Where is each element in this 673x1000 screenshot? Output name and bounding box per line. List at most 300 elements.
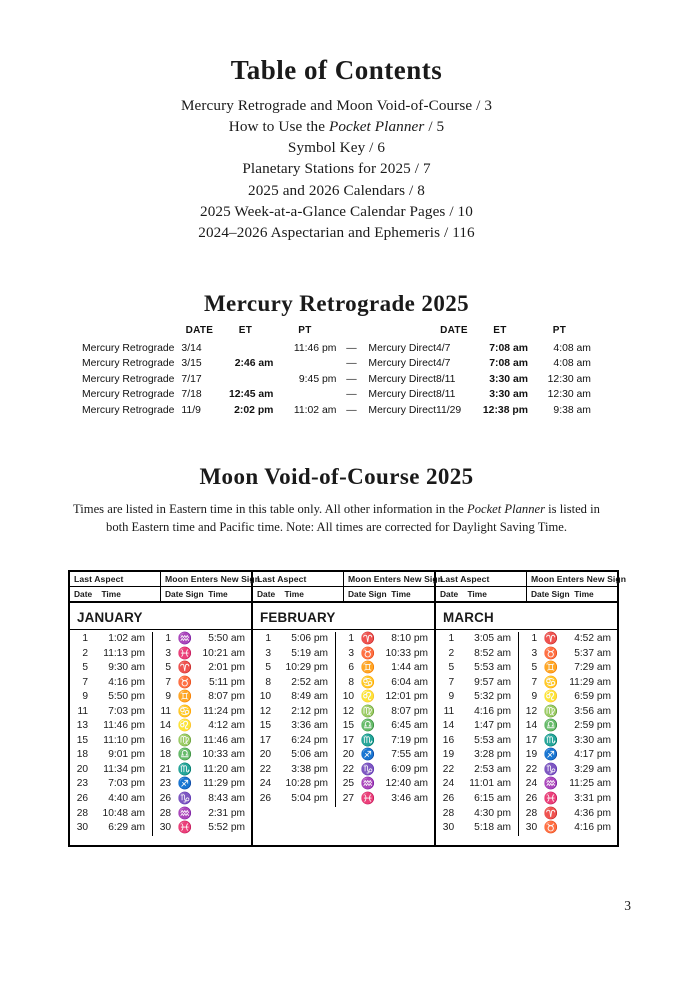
voc-data-row bbox=[436, 807, 617, 822]
voc-last-aspect-time: 9:30 am bbox=[108, 662, 146, 674]
voc-month-name-row bbox=[70, 602, 251, 630]
voc-ingress-sign: ♌ bbox=[360, 690, 376, 704]
voc-last-aspect-time: 10:28 pm bbox=[285, 778, 329, 790]
voc-ingress-time: 7:19 pm bbox=[391, 734, 428, 746]
mercury-direct-et: 3:30 am bbox=[489, 373, 528, 385]
voc-header-last-aspect: Last Aspect bbox=[253, 572, 344, 587]
voc-ingress-time: 7:29 am bbox=[574, 662, 611, 674]
voc-ingress-date: 11 bbox=[153, 705, 177, 720]
mercury-direct-et: 12:38 pm bbox=[482, 404, 528, 416]
voc-last-aspect-date: 10 bbox=[259, 691, 272, 703]
voc-data-row bbox=[436, 777, 617, 792]
voc-month-name: JANUARY bbox=[70, 602, 251, 630]
voc-last-aspect-time: 1:47 pm bbox=[474, 720, 511, 732]
voc-data-row bbox=[253, 647, 434, 662]
voc-ingress-sign: ♌ bbox=[177, 719, 193, 733]
voc-row-padding bbox=[436, 836, 617, 845]
voc-ingress-time: 3:30 am bbox=[574, 734, 611, 746]
voc-ingress-sign: ♉ bbox=[177, 675, 193, 689]
voc-data-row bbox=[436, 676, 617, 691]
page-number: 3 bbox=[624, 898, 631, 913]
voc-data-row bbox=[253, 705, 434, 720]
voc-last-aspect-time: 8:49 am bbox=[291, 691, 329, 703]
mercury-retro-label: Mercury Retrograde bbox=[82, 389, 175, 401]
voc-ingress-sign: ♑ bbox=[360, 762, 376, 776]
voc-ingress-time: 3:31 pm bbox=[574, 793, 611, 805]
voc-last-aspect-date: 19 bbox=[442, 749, 455, 761]
voc-data-cell bbox=[70, 630, 251, 845]
voc-ingress-time: 11:24 pm bbox=[203, 705, 245, 717]
mercury-direct-label: Mercury Direct bbox=[368, 373, 436, 385]
voc-ingress-sign: ♈ bbox=[360, 632, 376, 645]
mercury-retro-pt: 11:46 pm bbox=[293, 343, 337, 354]
voc-ingress-time: 1:44 am bbox=[391, 662, 428, 674]
voc-last-aspect-time: 3:38 pm bbox=[291, 763, 329, 775]
voc-data-row bbox=[70, 661, 251, 676]
voc-data-row bbox=[436, 748, 617, 763]
mercury-header-blank bbox=[82, 325, 181, 341]
voc-sub-time2: Time bbox=[208, 589, 228, 599]
voc-last-aspect-time: 6:15 am bbox=[474, 793, 511, 805]
voc-ingress-time: 4:36 pm bbox=[574, 807, 611, 819]
voc-ingress-date: 28 bbox=[153, 807, 177, 822]
moon-voc-table bbox=[68, 570, 627, 847]
voc-data-row bbox=[70, 734, 251, 749]
voc-header-last-aspect: Last Aspect bbox=[436, 572, 527, 587]
voc-sub-time2: Time bbox=[391, 589, 411, 599]
voc-ingress-time: 2:31 pm bbox=[208, 807, 245, 819]
voc-ingress-date: 15 bbox=[336, 719, 360, 734]
voc-last-aspect-date: 11 bbox=[77, 705, 89, 717]
voc-last-aspect-date: 5 bbox=[82, 662, 89, 674]
mercury-retro-pt: 9:45 pm bbox=[298, 373, 337, 385]
voc-ingress-time: 10:33 pm bbox=[385, 647, 428, 659]
voc-data-row bbox=[253, 690, 434, 705]
voc-last-aspect-time: 5:32 pm bbox=[474, 691, 511, 703]
voc-subheader-moon-enters bbox=[344, 587, 435, 603]
voc-last-aspect-time: 7:03 pm bbox=[108, 778, 146, 790]
mercury-retro-date: 11/9 bbox=[181, 404, 201, 416]
voc-last-aspect-time: 5:04 pm bbox=[291, 793, 329, 805]
voc-last-aspect-date: 13 bbox=[76, 720, 89, 732]
voc-last-aspect-time: 2:53 am bbox=[474, 763, 511, 775]
voc-sub-date-sign: Date Sign bbox=[531, 589, 570, 599]
voc-ingress-sign: ♋ bbox=[543, 675, 559, 689]
voc-ingress-sign: ♊ bbox=[360, 661, 376, 675]
voc-ingress-sign: ♈ bbox=[543, 632, 559, 645]
voc-last-aspect-date: 20 bbox=[76, 763, 89, 775]
voc-sub-date: Date bbox=[74, 589, 93, 599]
voc-ingress-time: 2:01 pm bbox=[208, 662, 245, 674]
mercury-direct-pt: 12:30 am bbox=[547, 373, 591, 385]
mercury-direct-date: 4/7 bbox=[435, 343, 451, 354]
voc-data-row bbox=[436, 792, 617, 807]
voc-subheader-row bbox=[70, 587, 251, 603]
voc-ingress-time: 10:33 am bbox=[202, 749, 245, 761]
voc-ingress-sign: ♓ bbox=[543, 792, 559, 806]
voc-last-aspect-time: 4:16 pm bbox=[474, 705, 511, 717]
mercury-retro-et: 12:45 am bbox=[228, 389, 274, 401]
voc-ingress-time: 11:20 am bbox=[203, 763, 245, 775]
voc-data-row bbox=[436, 647, 617, 662]
voc-ingress-date: 3 bbox=[518, 647, 542, 662]
voc-ingress-sign: ♏ bbox=[543, 733, 559, 747]
voc-ingress-time: 6:59 pm bbox=[574, 691, 611, 703]
toc-title: Table of Contents bbox=[230, 55, 443, 85]
voc-last-aspect-date: 15 bbox=[259, 720, 272, 732]
voc-ingress-date: 19 bbox=[518, 748, 542, 763]
voc-ingress-sign: ♉ bbox=[543, 646, 559, 660]
mercury-direct-label: Mercury Direct bbox=[368, 389, 436, 401]
toc-entry-list bbox=[0, 95, 673, 243]
voc-ingress-sign: ♉ bbox=[360, 646, 376, 660]
voc-data-cell bbox=[253, 630, 434, 816]
voc-ingress-sign: ♐ bbox=[360, 748, 376, 762]
mercury-retro-date: 7/18 bbox=[181, 389, 202, 401]
voc-last-aspect-date: 9 bbox=[82, 691, 89, 703]
voc-header-moon-enters: Moon Enters New Sign bbox=[527, 572, 618, 587]
mercury-header-pt2: PT bbox=[552, 325, 567, 336]
voc-rows-table bbox=[436, 630, 617, 845]
voc-last-aspect-date: 26 bbox=[442, 793, 455, 805]
mercury-retrograde-title: Mercury Retrograde 2025 bbox=[203, 291, 470, 316]
voc-rows-table bbox=[253, 630, 434, 816]
voc-ingress-time: 6:09 pm bbox=[391, 763, 428, 775]
voc-data-holder bbox=[253, 630, 434, 816]
voc-month-name-row bbox=[253, 602, 434, 630]
voc-ingress-date: 22 bbox=[518, 763, 542, 778]
toc-entry: How to Use the Pocket Planner / 5 bbox=[228, 117, 445, 135]
moon-void-of-course-section bbox=[0, 464, 673, 536]
voc-data-row bbox=[436, 719, 617, 734]
voc-sub-time2: Time bbox=[574, 589, 594, 599]
voc-ingress-date: 14 bbox=[153, 719, 177, 734]
voc-last-aspect-date: 28 bbox=[76, 807, 89, 819]
mercury-header-et2: ET bbox=[493, 325, 507, 336]
voc-last-aspect-time: 5:53 am bbox=[474, 662, 511, 674]
voc-last-aspect-date: 1 bbox=[448, 633, 455, 644]
voc-ingress-sign: ♑ bbox=[543, 762, 559, 776]
mercury-retro-label: Mercury Retrograde bbox=[82, 373, 175, 385]
voc-ingress-sign: ♉ bbox=[543, 821, 559, 835]
voc-last-aspect-time: 2:12 pm bbox=[291, 705, 329, 717]
voc-ingress-time: 8:43 am bbox=[208, 793, 245, 805]
voc-last-aspect-date: 2 bbox=[82, 647, 89, 659]
mercury-retro-et: 2:02 pm bbox=[234, 404, 274, 416]
toc-entry: 2025 and 2026 Calendars / 8 bbox=[248, 181, 425, 199]
voc-month-name: MARCH bbox=[436, 602, 617, 630]
voc-last-aspect-date: 5 bbox=[448, 662, 455, 674]
voc-ingress-sign: ♐ bbox=[177, 777, 193, 791]
voc-last-aspect-date: 14 bbox=[442, 720, 455, 732]
voc-ingress-date: 6 bbox=[336, 661, 360, 676]
voc-ingress-date: 22 bbox=[336, 763, 360, 778]
voc-ingress-sign: ♑ bbox=[177, 792, 193, 806]
voc-ingress-time: 7:55 am bbox=[391, 749, 428, 761]
mercury-direct-et: 7:08 am bbox=[489, 343, 528, 354]
voc-ingress-date: 10 bbox=[336, 690, 360, 705]
voc-data-row bbox=[70, 690, 251, 705]
month-block bbox=[70, 572, 261, 845]
voc-ingress-sign: ♒ bbox=[360, 777, 376, 791]
mercury-header-dash bbox=[336, 325, 366, 341]
mercury-direct-date: 11/29 bbox=[435, 404, 462, 416]
voc-ingress-date: 24 bbox=[518, 777, 542, 792]
voc-ingress-date: 3 bbox=[336, 647, 360, 662]
month-block bbox=[436, 572, 627, 845]
voc-ingress-date: 28 bbox=[518, 807, 542, 822]
voc-last-aspect-time: 11:01 am bbox=[469, 778, 511, 790]
voc-ingress-time: 2:59 pm bbox=[574, 720, 611, 732]
mercury-row bbox=[82, 403, 591, 418]
voc-padding-cell bbox=[436, 836, 617, 845]
voc-data-row bbox=[70, 807, 251, 822]
mercury-direct-et: 7:08 am bbox=[489, 358, 528, 370]
mercury-retro-label: Mercury Retrograde bbox=[82, 404, 175, 416]
voc-data-row bbox=[70, 763, 251, 778]
voc-last-aspect-date: 1 bbox=[265, 633, 272, 644]
mercury-dash: — bbox=[346, 373, 357, 385]
voc-data-row bbox=[436, 690, 617, 705]
voc-row-padding bbox=[253, 807, 434, 816]
mercury-row bbox=[82, 341, 591, 356]
voc-ingress-date: 1 bbox=[153, 632, 177, 647]
mercury-header-date: DATE bbox=[185, 325, 214, 336]
voc-ingress-time: 5:37 am bbox=[574, 647, 611, 659]
voc-month-name-row bbox=[436, 602, 617, 630]
voc-ingress-time: 8:10 pm bbox=[391, 633, 428, 644]
voc-last-aspect-date: 2 bbox=[448, 647, 455, 659]
mercury-retro-pt: 11:02 am bbox=[293, 404, 337, 416]
mercury-retro-date: 3/15 bbox=[181, 358, 202, 370]
voc-ingress-date: 5 bbox=[153, 661, 177, 676]
voc-ingress-time: 11:46 am bbox=[203, 734, 245, 746]
voc-data-row bbox=[253, 661, 434, 676]
voc-ingress-sign: ♊ bbox=[543, 661, 559, 675]
voc-data-row bbox=[253, 792, 434, 807]
voc-sub-time: Time bbox=[284, 589, 304, 599]
voc-last-aspect-date: 24 bbox=[259, 778, 272, 790]
mercury-direct-label: Mercury Direct bbox=[368, 358, 436, 370]
mercury-row bbox=[82, 356, 591, 371]
voc-ingress-sign: ♎ bbox=[177, 748, 193, 762]
voc-ingress-sign: ♒ bbox=[177, 632, 193, 645]
voc-ingress-sign: ♓ bbox=[177, 646, 193, 660]
voc-subheader-last-aspect bbox=[436, 587, 527, 603]
voc-header-row bbox=[436, 572, 617, 587]
voc-last-aspect-time: 11:13 pm bbox=[103, 647, 146, 659]
voc-data-row bbox=[436, 821, 617, 836]
voc-sub-date-sign: Date Sign bbox=[348, 589, 387, 599]
toc-entry: Mercury Retrograde and Moon Void-of-Course / 3 bbox=[180, 96, 493, 114]
voc-ingress-sign: ♓ bbox=[360, 792, 376, 806]
voc-ingress-sign: ♊ bbox=[177, 690, 193, 704]
voc-last-aspect-time: 9:01 pm bbox=[108, 749, 146, 761]
mercury-rows bbox=[82, 341, 591, 418]
voc-last-aspect-date: 12 bbox=[259, 705, 272, 717]
voc-last-aspect-time: 4:16 pm bbox=[108, 676, 146, 688]
voc-last-aspect-time: 6:24 pm bbox=[291, 734, 329, 746]
moon-voc-table-wrapper bbox=[68, 570, 627, 847]
voc-data-row bbox=[253, 748, 434, 763]
voc-data-row bbox=[436, 632, 617, 647]
voc-ingress-date: 9 bbox=[518, 690, 542, 705]
moon-voc-month-row bbox=[69, 571, 618, 846]
voc-last-aspect-time: 3:05 am bbox=[474, 633, 511, 644]
voc-last-aspect-time: 4:30 pm bbox=[474, 807, 511, 819]
voc-last-aspect-time: 3:36 am bbox=[291, 720, 329, 732]
voc-ingress-time: 12:40 am bbox=[385, 778, 428, 790]
mercury-retro-et: 2:46 am bbox=[234, 358, 274, 370]
voc-last-aspect-date: 7 bbox=[82, 676, 89, 688]
voc-data-row bbox=[70, 647, 251, 662]
voc-ingress-date: 7 bbox=[153, 676, 177, 691]
moon-note-part2: is listed in both Eastern time and Pacific time. Note: All times are corrected for Daylight Saving Time. bbox=[106, 502, 600, 534]
voc-ingress-date: 1 bbox=[518, 632, 542, 647]
voc-last-aspect-time: 10:48 am bbox=[102, 807, 146, 819]
mercury-dash: — bbox=[346, 343, 357, 354]
mercury-direct-date: 8/11 bbox=[435, 389, 456, 401]
mercury-retro-pt bbox=[273, 356, 336, 371]
voc-ingress-time: 4:12 am bbox=[208, 720, 245, 732]
mercury-dash: — bbox=[346, 389, 357, 401]
mercury-direct-pt: 9:38 am bbox=[553, 404, 591, 416]
voc-data-row bbox=[436, 705, 617, 720]
voc-ingress-date: 17 bbox=[518, 734, 542, 749]
voc-last-aspect-date: 17 bbox=[259, 734, 272, 746]
voc-last-aspect-date: 3 bbox=[265, 647, 272, 659]
mercury-row bbox=[82, 387, 591, 402]
voc-ingress-date: 23 bbox=[153, 777, 177, 792]
voc-ingress-date: 27 bbox=[336, 792, 360, 807]
voc-ingress-time: 12:01 pm bbox=[385, 691, 428, 703]
moon-note-part1: Times are listed in Eastern time in this table only. All other information in the bbox=[73, 502, 468, 516]
voc-subheader-row bbox=[436, 587, 617, 603]
voc-subheader-row bbox=[253, 587, 434, 603]
voc-padding-cell bbox=[70, 836, 251, 845]
voc-ingress-time: 6:04 am bbox=[391, 676, 428, 688]
voc-ingress-date: 12 bbox=[336, 705, 360, 720]
mercury-direct-pt: 4:08 am bbox=[553, 358, 591, 370]
voc-ingress-date: 14 bbox=[518, 719, 542, 734]
toc-entry: Symbol Key / 6 bbox=[287, 139, 386, 157]
voc-ingress-date: 26 bbox=[518, 792, 542, 807]
voc-subheader-moon-enters bbox=[527, 587, 618, 603]
voc-header-last-aspect: Last Aspect bbox=[70, 572, 161, 587]
voc-last-aspect-date: 11 bbox=[443, 705, 455, 717]
month-column-february bbox=[252, 571, 444, 846]
voc-data-row bbox=[70, 792, 251, 807]
mercury-retro-date: 3/14 bbox=[181, 343, 202, 354]
voc-ingress-time: 10:21 am bbox=[202, 647, 245, 659]
mercury-retro-label: Mercury Retrograde bbox=[82, 358, 175, 370]
voc-data-row bbox=[70, 777, 251, 792]
mercury-header-pt: PT bbox=[298, 325, 312, 336]
voc-data-cell bbox=[436, 630, 617, 845]
mercury-retro-date: 7/17 bbox=[181, 373, 202, 385]
voc-data-row bbox=[436, 734, 617, 749]
voc-ingress-sign: ♓ bbox=[177, 821, 193, 835]
voc-subheader-last-aspect bbox=[253, 587, 344, 603]
voc-last-aspect-date: 26 bbox=[76, 793, 89, 805]
voc-month-name: FEBRUARY bbox=[253, 602, 434, 630]
voc-ingress-time: 3:56 am bbox=[574, 705, 611, 717]
voc-ingress-date: 30 bbox=[153, 821, 177, 836]
voc-sub-date: Date bbox=[257, 589, 276, 599]
voc-header-moon-enters: Moon Enters New Sign bbox=[161, 572, 252, 587]
voc-ingress-date: 21 bbox=[153, 763, 177, 778]
voc-ingress-date: 7 bbox=[518, 676, 542, 691]
voc-data-row bbox=[253, 777, 434, 792]
voc-data-row bbox=[253, 632, 434, 647]
mercury-retrograde-section bbox=[0, 291, 673, 418]
voc-ingress-time: 8:07 pm bbox=[208, 691, 245, 703]
voc-ingress-sign: ♎ bbox=[360, 719, 376, 733]
voc-ingress-time: 4:17 pm bbox=[574, 749, 611, 761]
mercury-direct-date: 8/11 bbox=[435, 373, 456, 385]
voc-ingress-sign: ♈ bbox=[177, 661, 193, 675]
mercury-header-date2: DATE bbox=[440, 325, 468, 336]
voc-last-aspect-time: 5:06 am bbox=[291, 749, 329, 761]
voc-ingress-sign: ♏ bbox=[360, 733, 376, 747]
voc-last-aspect-date: 22 bbox=[442, 763, 455, 775]
voc-ingress-time: 11:25 am bbox=[569, 778, 611, 790]
voc-last-aspect-date: 22 bbox=[259, 763, 272, 775]
voc-ingress-sign: ♋ bbox=[177, 704, 193, 718]
voc-ingress-time: 5:52 pm bbox=[208, 822, 245, 834]
voc-ingress-sign: ♎ bbox=[543, 719, 559, 733]
voc-ingress-sign: ♒ bbox=[177, 806, 193, 820]
mercury-direct-pt: 12:30 am bbox=[547, 389, 591, 401]
voc-last-aspect-time: 4:40 am bbox=[108, 793, 146, 805]
mercury-row bbox=[82, 372, 591, 387]
voc-ingress-date: 12 bbox=[518, 705, 542, 720]
voc-sub-time: Time bbox=[467, 589, 487, 599]
voc-last-aspect-date: 30 bbox=[76, 822, 89, 834]
voc-ingress-sign: ♌ bbox=[543, 690, 559, 704]
voc-last-aspect-date: 18 bbox=[76, 749, 89, 761]
voc-ingress-time: 4:52 am bbox=[574, 633, 611, 644]
voc-last-aspect-time: 7:03 pm bbox=[108, 705, 146, 717]
moon-note-italic: Pocket Planner bbox=[467, 502, 545, 516]
moon-voc-note bbox=[69, 501, 605, 536]
voc-header-row bbox=[253, 572, 434, 587]
toc-entry: 2024–2026 Aspectarian and Ephemeris / 116 bbox=[198, 223, 475, 241]
mercury-direct-date: 4/7 bbox=[435, 358, 451, 370]
voc-last-aspect-date: 26 bbox=[259, 793, 272, 805]
month-column-january bbox=[69, 571, 261, 846]
voc-ingress-sign: ♍ bbox=[543, 704, 559, 718]
voc-last-aspect-time: 1:02 am bbox=[108, 633, 146, 644]
voc-ingress-date: 26 bbox=[153, 792, 177, 807]
voc-last-aspect-date: 20 bbox=[259, 749, 272, 761]
table-of-contents bbox=[0, 56, 673, 243]
voc-data-row bbox=[70, 748, 251, 763]
voc-header-row bbox=[70, 572, 251, 587]
voc-last-aspect-time: 2:52 am bbox=[291, 676, 329, 688]
voc-data-row bbox=[70, 719, 251, 734]
voc-data-row bbox=[70, 632, 251, 647]
voc-sub-time: Time bbox=[101, 589, 121, 599]
voc-ingress-time: 11:29 am bbox=[569, 676, 611, 688]
voc-ingress-date: 20 bbox=[336, 748, 360, 763]
voc-last-aspect-date: 7 bbox=[448, 676, 455, 688]
mercury-retro-et bbox=[217, 372, 273, 387]
voc-data-row bbox=[253, 676, 434, 691]
voc-data-row bbox=[253, 763, 434, 778]
voc-ingress-sign: ♍ bbox=[177, 733, 193, 747]
toc-entry: Planetary Stations for 2025 / 7 bbox=[242, 160, 431, 178]
